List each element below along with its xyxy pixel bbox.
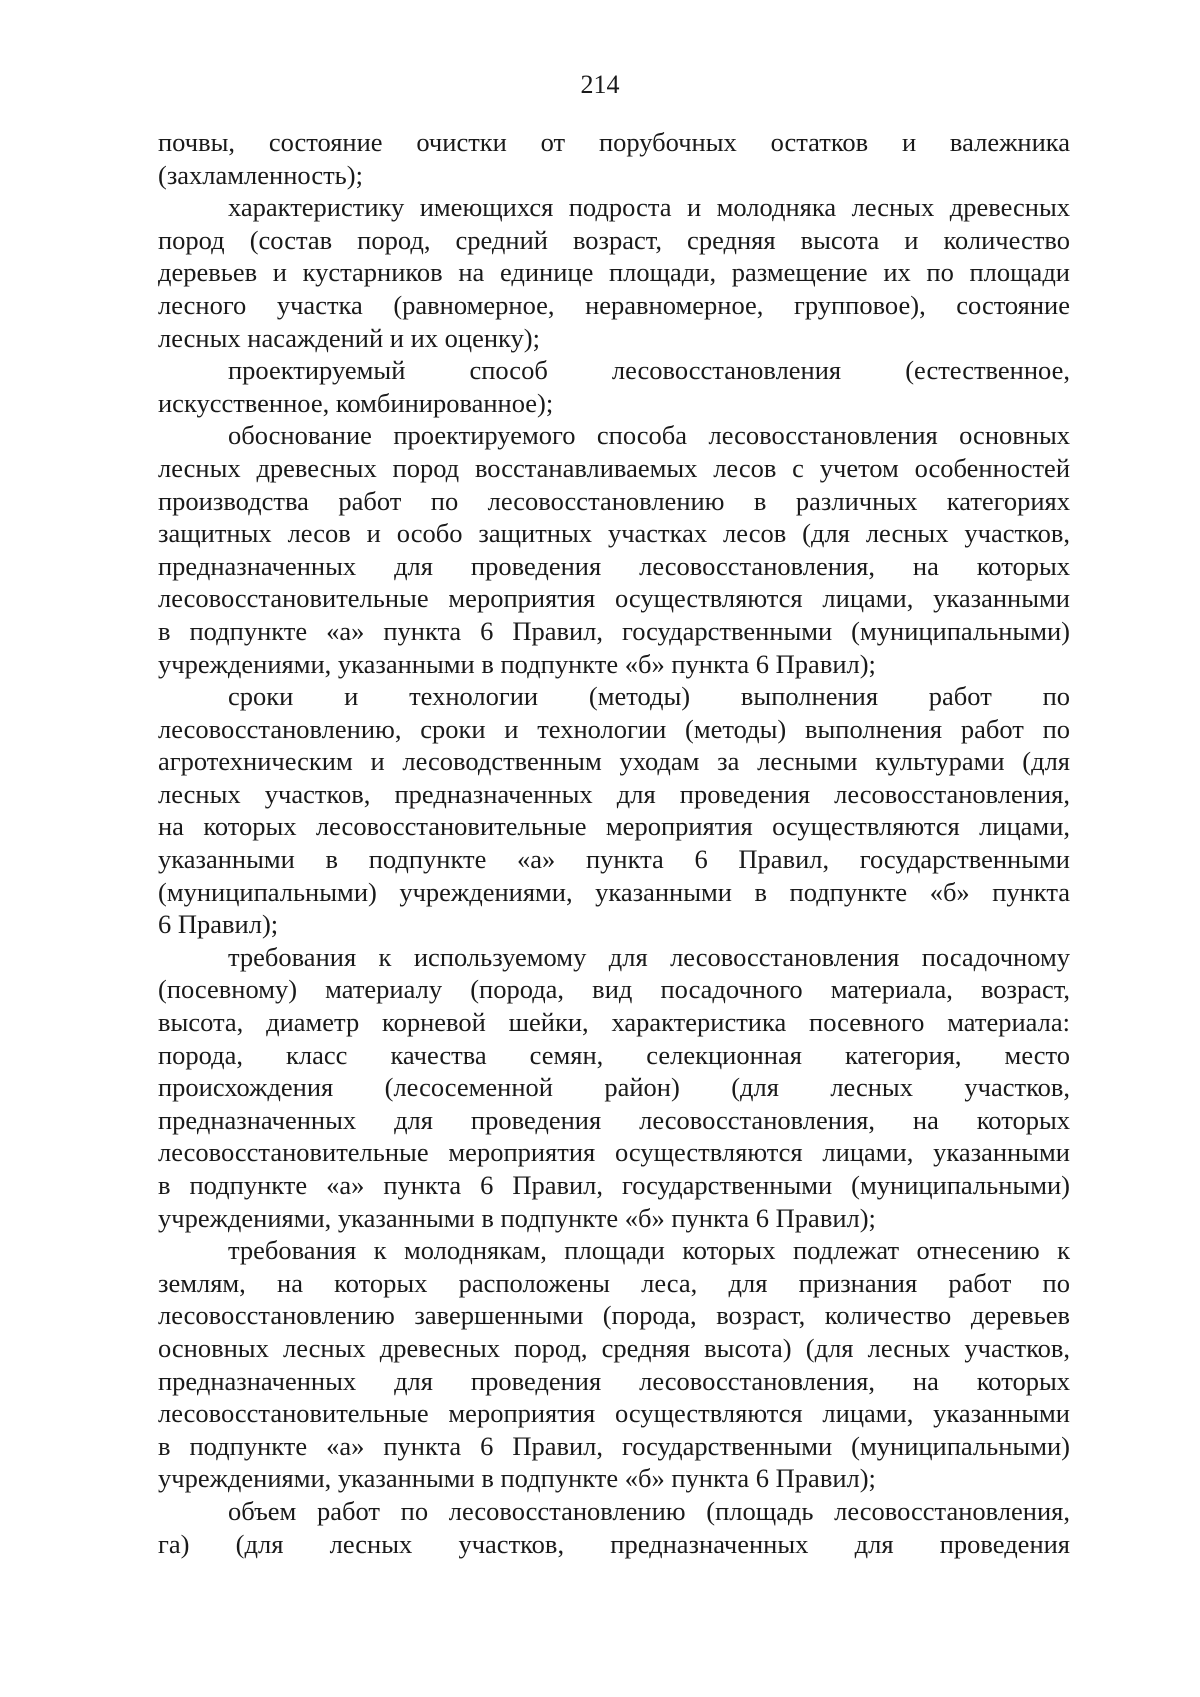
text-line: учреждениями, указанными в подпункте «б» пункта 6 Правил);: [158, 648, 876, 679]
text-line: проектируемый способ лесовосстановления (естественное,: [228, 355, 1070, 386]
text-line: лесовосстановлению, сроки и технологии (методы) выполнения работ по: [158, 713, 1070, 744]
text-line: лесных участков, предназначенных для проведения лесовосстановления,: [158, 778, 1070, 809]
text-line: (муниципальными) учреждениями, указанными в подпункте «б» пункта: [158, 876, 1070, 907]
text-line: требования к используемому для лесовосстановления посадочному: [228, 941, 1070, 972]
text-line: характеристику имеющихся подроста и молодняка лесных древесных: [228, 192, 1070, 223]
text-line: 6 Правил);: [158, 909, 279, 940]
text-line: лесных древесных пород восстанавливаемых лесов с учетом особенностей: [158, 452, 1070, 483]
text-line: происхождения (лесосеменной район) (для лесных участков,: [158, 1072, 1070, 1103]
text-line: в подпункте «а» пункта 6 Правил, государственными (муниципальными): [158, 615, 1070, 646]
text-line: предназначенных для проведения лесовосстановления, на которых: [158, 550, 1070, 581]
text-line: указанными в подпункте «а» пункта 6 Правил, государственными: [158, 844, 1070, 875]
text-line: га) (для лесных участков, предназначенных для проведения: [158, 1528, 1070, 1559]
text-line: лесовосстановительные мероприятия осуществляются лицами, указанными: [158, 1398, 1070, 1429]
text-line: обоснование проектируемого способа лесовосстановления основных: [228, 420, 1070, 451]
text-line: основных лесных древесных пород, средняя высота) (для лесных участков,: [158, 1332, 1070, 1363]
text-line: объем работ по лесовосстановлению (площадь лесовосстановления,: [228, 1495, 1070, 1526]
text-line: деревьев и кустарников на единице площади, размещение их по площади: [158, 257, 1070, 288]
text-line: сроки и технологии (методы) выполнения работ по: [228, 681, 1070, 712]
page-number: 214: [580, 70, 620, 99]
text-line: высота, диаметр корневой шейки, характеристика посевного материала:: [158, 1007, 1070, 1038]
text-line: почвы, состояние очистки от порубочных остатков и валежника: [158, 127, 1070, 157]
document-body: [158, 126, 1070, 1560]
text-line: (посевному) материалу (порода, вид посадочного материала, возраст,: [158, 974, 1070, 1005]
text-line: лесовосстановлению завершенными (порода, возраст, количество деревьев: [158, 1300, 1070, 1331]
text-line: предназначенных для проведения лесовосстановления, на которых: [158, 1365, 1070, 1396]
text-line: в подпункте «а» пункта 6 Правил, государственными (муниципальными): [158, 1170, 1070, 1200]
text-line: учреждениями, указанными в подпункте «б» пункта 6 Правил);: [158, 1463, 876, 1494]
text-line: на которых лесовосстановительные мероприятия осуществляются лицами,: [158, 811, 1070, 842]
text-line: пород (состав пород, средний возраст, средняя высота и количество: [158, 224, 1070, 255]
text-line: производства работ по лесовосстановлению в различных категориях: [158, 485, 1070, 516]
text-line: учреждениями, указанными в подпункте «б» пункта 6 Правил);: [158, 1202, 876, 1233]
text-line: требования к молоднякам, площади которых подлежат отнесению к: [228, 1235, 1070, 1266]
text-line: порода, класс качества семян, селекционная категория, место: [158, 1039, 1070, 1070]
text-line: лесных насаждений и их оценку);: [158, 322, 540, 353]
text-line: агротехническим и лесоводственным уходам за лесными культурами (для: [158, 746, 1070, 777]
text-line: (захламленность);: [158, 159, 363, 190]
text-line: землям, на которых расположены леса, для признания работ по: [158, 1267, 1070, 1298]
text-line: лесного участка (равномерное, неравномерное, групповое), состояние: [158, 289, 1070, 320]
text-line: лесовосстановительные мероприятия осуществляются лицами, указанными: [158, 1137, 1070, 1168]
text-line: лесовосстановительные мероприятия осуществляются лицами, указанными: [158, 583, 1070, 614]
text-line: защитных лесов и особо защитных участках лесов (для лесных участков,: [158, 518, 1070, 549]
text-line: искусственное, комбинированное);: [158, 387, 554, 418]
text-line: предназначенных для проведения лесовосстановления, на которых: [158, 1104, 1070, 1135]
text-line: в подпункте «а» пункта 6 Правил, государственными (муниципальными): [158, 1430, 1070, 1461]
